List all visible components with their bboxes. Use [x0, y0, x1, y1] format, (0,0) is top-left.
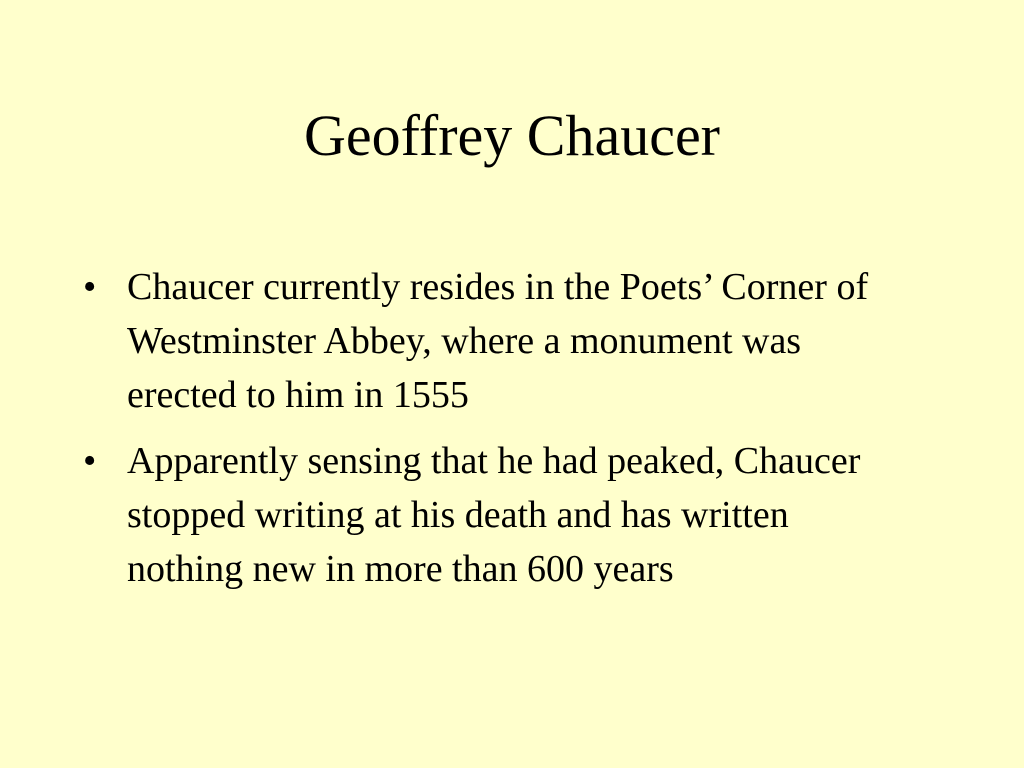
bullet-list: [83, 260, 903, 608]
bullet-text: Chaucer currently resides in the Poets’ Corner of Westminster Abbey, where a monument was erected to him in 1555: [127, 266, 869, 416]
slide-title: Geoffrey Chaucer: [304, 103, 720, 168]
bullet-icon: •: [83, 266, 97, 308]
bullet-item: [83, 434, 903, 596]
bullet-text: Apparently sensing that he had peaked, Chaucer stopped writing at his death and has written nothing new in more than 600 years: [127, 440, 861, 590]
bullet-icon: •: [83, 440, 97, 482]
bullet-item: [83, 260, 903, 422]
